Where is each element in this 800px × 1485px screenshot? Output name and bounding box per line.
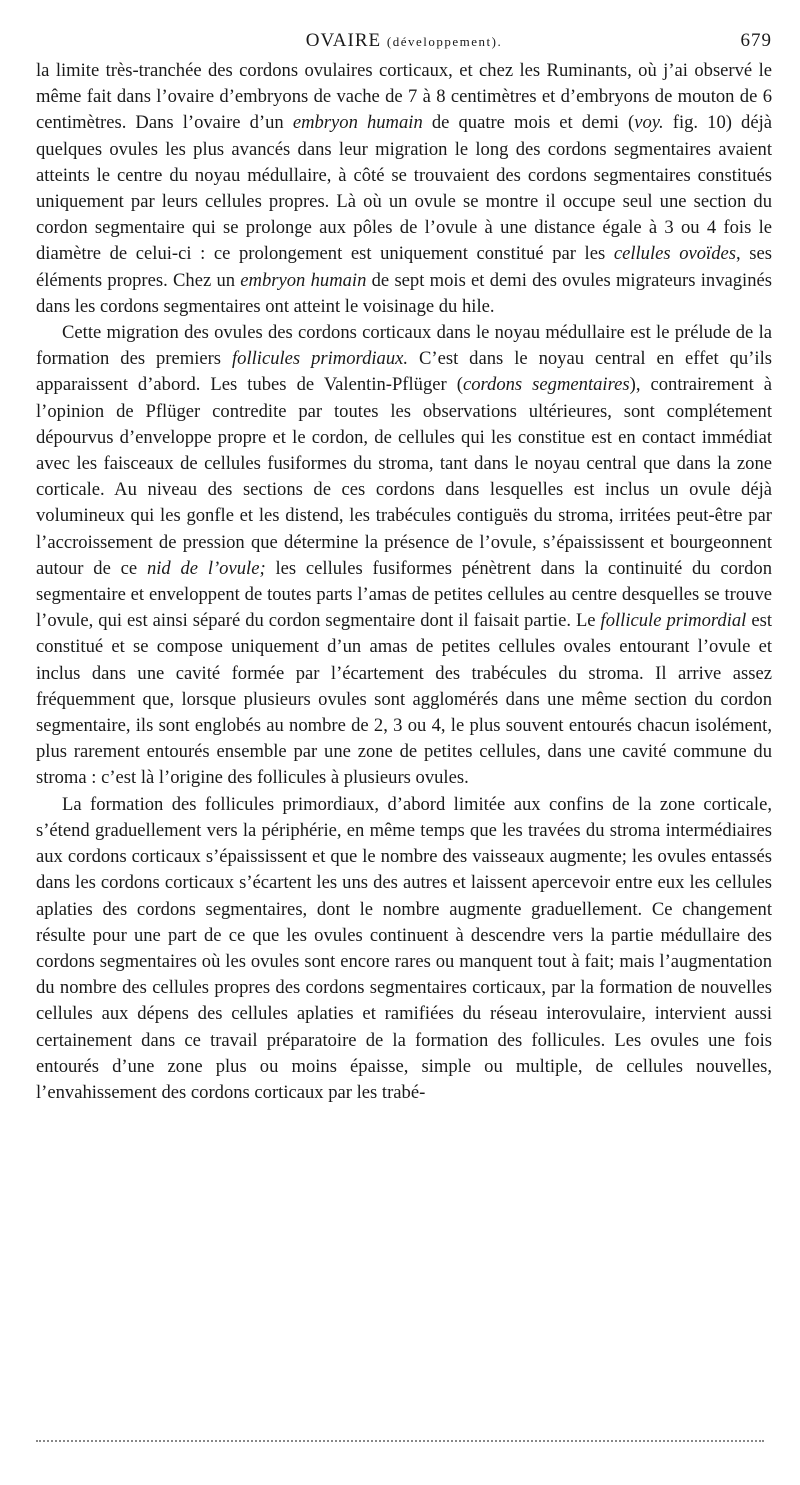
page [36,30,772,1106]
running-title-main: OVAIRE [305,30,382,51]
italic-text-run: follicule primordial [600,610,747,632]
italic-text-run: nid de l’ovule; [146,557,266,579]
paragraph [36,58,772,320]
text-run: de sept mois et demi des ovules migrateurs invaginés dans les cordons segmentaires ont atteint le voisinage du hile. [36,269,772,317]
text-run: les cellules fusiformes pénètrent dans la continuité du cordon segmentaire et enveloppent de toutes parts l’amas de petites cellules au centre desquelles se trouve l’ovule, qui est ainsi séparé du cordon segmentaire dont il faisait partie. Le [36,557,773,632]
text-run: fig. 10) déjà quelques ovules les plus avancés dans leur migration le long des cordons segmentaires avaient atteints le centre du noyau médullaire, à côté se trouvaient des cordons segmentaires constitués uniquement par leurs cellules propres. Là où un ovule se montre il occupe seul une section du cordon segmentaire qui se prolonge aux pôles de l’ovule à une distance égale à 3 ou 4 fois le diamètre de celui-ci : ce prolongement est uniquement constitué par les [36,112,772,265]
italic-text-run: voy. [634,112,664,134]
text-run: ), contrairement à l’opinion de Pflüger contredite par toutes les observations ultérieures, sont complétement dépourvus d’enveloppe propre et le cordon, de cellules qui les constitue est en contact immédiat avec les faisceaux de cellules fusiformes du stroma, tant dans le noyau central que dans la zone corticale. Au niveau des sections de ces cordons dans lesquelles est inclus un ovule déjà volumineux qui les gonfle et les distend, les trabécules contiguës du stroma, irritées peut-être par l’accroissement de pression que détermine la présence de l’ovule, s’épaississent et bourgeonnent autour de ce [36,374,773,579]
running-head [36,30,772,56]
italic-text-run: cordons segmentaires [462,374,630,396]
italic-text-run: cellules ovoïdes [613,243,736,265]
paragraph [36,792,772,1106]
running-title-sub: (développement). [386,34,503,49]
text-run: est constitué et se compose uniquement d’un amas de petites cellules ovales entourant l’ovule et inclus dans une cavité formée par l’écartement des trabécules du stroma. Il arrive assez fréquemment que, lorsque plusieurs ovules sont agglomérés dans une même section du cordon segmentaire, ils sont englobés au nombre de 2, 3 ou 4, le plus souvent entourés chacun isolément, plus rarement entourés ensemble par une zone de petites cellules, dans une cavité commune du stroma : c’est là l’origine des follicules à plusieurs ovules. [36,610,772,789]
body-text [36,58,772,1106]
italic-text-run: follicules primordiaux. [232,348,409,370]
page-number: 679 [740,30,772,51]
text-run: , ses éléments propres. Chez un [36,243,772,291]
text-run: Cette migration des ovules des cordons corticaux dans le noyau médullaire est le prélude de la formation des premiers [36,322,772,370]
text-run: de quatre mois et demi ( [422,112,635,134]
italic-text-run: embryon humain [240,269,367,291]
text-run: La formation des follicules primordiaux, d’abord limitée aux confins de la zone corticale, s’étend graduellement vers la périphérie, en même temps que les travées du stroma intermédiaires aux cordons corticaux s’épaississent et que le nombre des vaisseaux augmente; les ovules entassés dans les cordons corticaux s’écartent les uns des autres et laissent apercevoir entre eux les cellules aplaties des cordons segmentaires, dont le nombre augmente graduellement. Ce changement résulte pour une part de ce que les ovules continuent à descendre vers la partie médullaire des cordons segmentaires où les ovules sont encore rares ou manquent tout à fait; mais l’augmentation du nombre des cellules propres des cordons segmentaires corticaux, par la formation de nouvelles cellules aux dépens des cellules aplaties et ramifiées du réseau interovulaire, intervient aussi certainement dans ce travail préparatoire de la formation des follicules. Les ovules une fois entourés d’une zone plus ou moins épaisse, simple ou multiple, de cellules nouvelles, l’envahissement des cordons corticaux par les trabé- [36,793,772,1103]
text-run: la limite très-tranchée des cordons ovulaires corticaux, et chez les Ruminants, où j’ai observé le même fait dans l’ovaire d’embryons de vache de 7 à 8 centimètres et d’embryons de mouton de 6 centimètres. Dans l’ovaire d’un [36,60,772,134]
bottom-rule [36,1440,764,1442]
italic-text-run: embryon humain [292,112,423,134]
paragraph [36,320,772,792]
running-title [36,30,772,52]
text-run: C’est dans le noyau central en effet qu’ils apparaissent d’abord. Les tubes de Valentin-Pflüger ( [36,348,772,396]
